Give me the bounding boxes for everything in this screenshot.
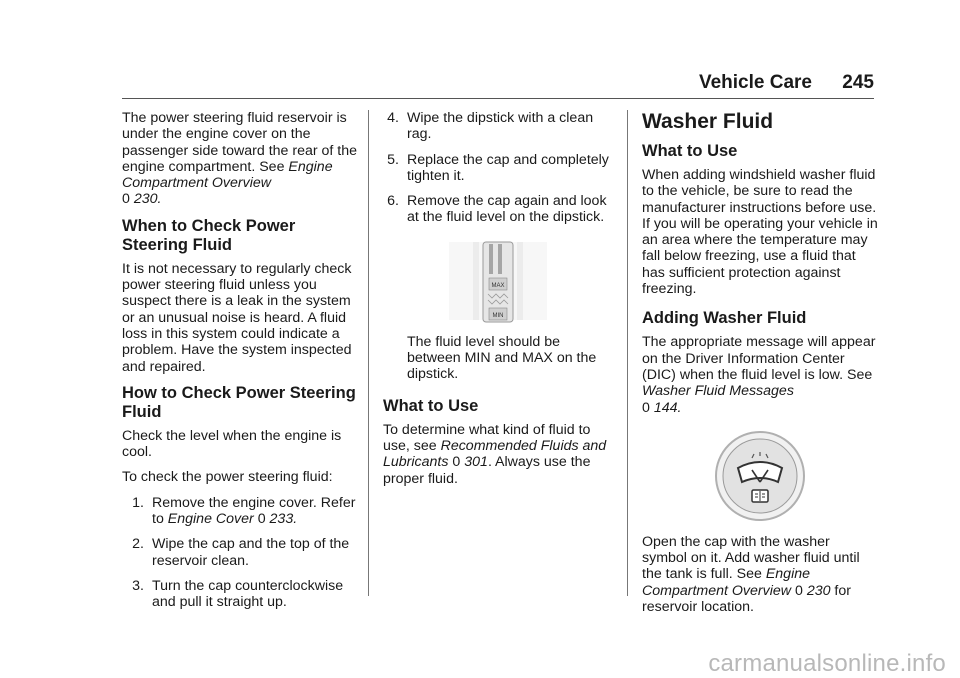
heading-what-to-use: What to Use bbox=[383, 396, 479, 415]
heading-washer-fluid: Washer Fluid bbox=[642, 110, 774, 133]
list-item: 2. Wipe the cap and the top of the reservoir clean. bbox=[132, 536, 350, 569]
watermark: carmanualsonline.info bbox=[708, 650, 946, 677]
heading-how-to-check: How to Check Power Steering Fluid bbox=[122, 383, 356, 421]
list-item: 1. Remove the engine cover. Refer to Engine Cover 0 233. bbox=[132, 494, 356, 528]
paragraph-adding: The appropriate message will appear on the Driver Information Center (DIC) when the fluid level is low. See Washer Fluid Messages 0 144. bbox=[642, 334, 876, 416]
heading-adding-washer-fluid: Adding Washer Fluid bbox=[642, 309, 807, 328]
page-header bbox=[122, 70, 874, 99]
windshield-icon bbox=[738, 462, 782, 482]
column-divider bbox=[368, 110, 369, 596]
paragraph-how-1: Check the level when the engine is cool. bbox=[122, 427, 342, 461]
list-item: 6. Remove the cap again and look at the fluid level on the dipstick. bbox=[387, 193, 607, 226]
heading-when-to-check: When to Check Power Steering Fluid bbox=[122, 216, 296, 254]
paragraph-what-to-use: To determine what kind of fluid to use, see Recommended Fluids and Lubricants 0 301. Always use the proper fluid. bbox=[383, 421, 607, 487]
column-1 bbox=[122, 110, 358, 620]
page-ref-glyph: 0 bbox=[122, 191, 130, 208]
list-item: 5. Replace the cap and completely tighten it. bbox=[387, 151, 609, 184]
page-number: 245 bbox=[842, 72, 874, 93]
list-item: 3. Turn the cap counterclockwise and pull it straight up. bbox=[132, 577, 344, 611]
intro-paragraph: The power steering fluid reservoir is under the engine cover on the passenger side toward the rear of the engine compartment. See Engine Compartment Overview 0 230. bbox=[122, 110, 358, 208]
paragraph-what-to-use: When adding windshield washer fluid to the vehicle, be sure to read the manufacturer instructions before use. If you will be operating your vehicle in an area where the temperature may fall below freezing, use a fluid that has sufficient protection against freezing. bbox=[642, 167, 878, 298]
xref-washer-messages[interactable]: Washer Fluid Messages bbox=[642, 383, 794, 400]
column-2 bbox=[383, 110, 613, 496]
paragraph-level: The fluid level should be between MIN and MAX on the dipstick. bbox=[407, 333, 597, 383]
dipstick-illustration bbox=[443, 238, 553, 324]
column-3 bbox=[642, 110, 878, 624]
xref-engine-compartment[interactable]: Engine Compartment Overview bbox=[122, 158, 333, 192]
heading-what-to-use: What to Use bbox=[642, 142, 738, 160]
xref-recommended-fluids[interactable]: Recommended Fluids and Lubricants bbox=[383, 437, 607, 471]
section-title: Vehicle Care bbox=[698, 72, 812, 93]
xref-engine-cover[interactable]: Engine Cover bbox=[167, 511, 254, 528]
column-divider bbox=[627, 110, 628, 596]
list-item: 4. Wipe the dipstick with a clean rag. bbox=[387, 110, 594, 143]
washer-cap-illustration bbox=[712, 428, 808, 524]
xref-engine-compartment[interactable]: Engine Compartment Overview bbox=[642, 566, 811, 599]
paragraph-open-cap: Open the cap with the washer symbol on it. Add washer fluid until the tank is full. See Engine Compartment Overview 0 230 for reservoir location. bbox=[642, 533, 860, 616]
page-ref[interactable]: 230 bbox=[133, 191, 158, 208]
min-label: MIN bbox=[492, 312, 504, 319]
paragraph-when: It is not necessary to regularly check power steering fluid unless you suspect there is a leak in the system or an unusual noise is heard. A fluid loss in this system could indicate a problem. Have the system inspected and repaired. bbox=[122, 260, 352, 375]
paragraph-how-2: To check the power steering fluid: bbox=[122, 469, 333, 486]
max-label: MAX bbox=[491, 282, 505, 289]
